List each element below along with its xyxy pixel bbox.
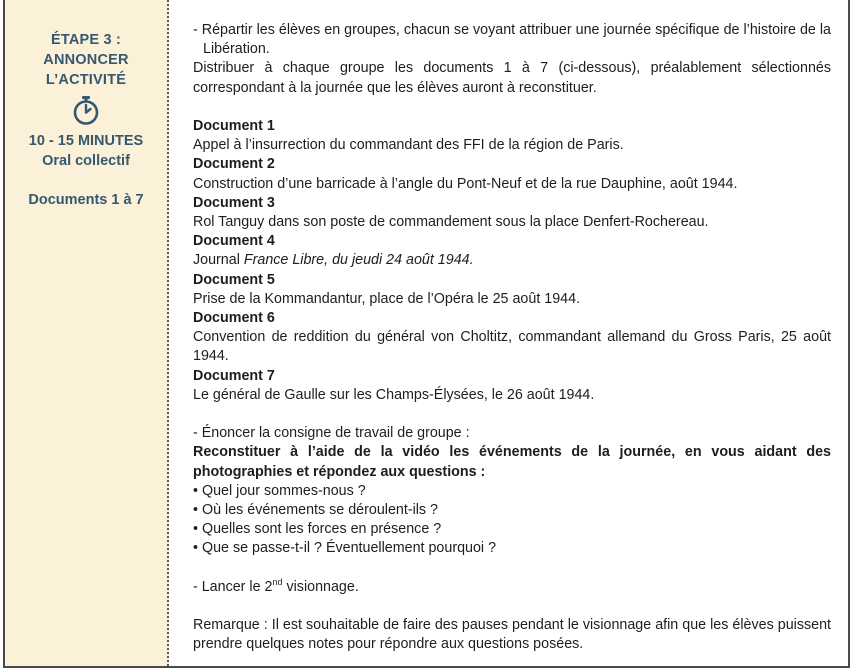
document-title: Document 3 [193,194,275,211]
document-title: Document 2 [193,156,275,173]
document-desc-prefix: Journal [193,252,244,269]
remark: Remarque : Il est souhaitable de faire des pauses pendant le visionnage afin que les élèves puissent prendre quelques notes pour répondre aux questions posées. [193,617,831,653]
document-desc: Le général de Gaulle sur les Champs-Élysées, le 26 août 1944. [193,386,595,403]
documents-list [193,117,831,405]
document-title: Document 7 [193,367,275,384]
duration-block [5,131,167,171]
document-desc: Construction d’une barricade à l’angle du Pont-Neuf et de la rue Dauphine, août 1944. [193,175,738,192]
question-item: • Quelles sont les forces en présence ? [193,520,831,539]
step-name-line1: ANNONCER [43,52,129,68]
launch-ordinal: nd [272,577,283,588]
document-desc: Convention de reddition du général von Choltitz, commandant allemand du Gross Paris, 25 août 1944. [193,329,831,365]
document-desc: Rol Tanguy dans son poste de commandement sous la place Denfert-Rochereau. [193,214,709,231]
instruction-text: Reconstituer à l’aide de la vidéo les événements de la journée, en vous aidant des photographies et répondez aux questions : [193,444,831,480]
document-title: Document 5 [193,271,275,288]
intro-line: - Répartir les élèves en groupes, chacun se voyant attribuer une journée spécifique de l’histoire de la Libération. [193,22,831,58]
question-item: • Où les événements se déroulent-ils ? [193,501,831,520]
document-desc: Prise de la Kommandantur, place de l’Opéra le 25 août 1944. [193,290,581,307]
question-item: • Quel jour sommes-nous ? [193,482,831,501]
instruction-intro: - Énoncer la consigne de travail de groupe : [193,425,470,442]
launch-prefix: - Lancer le 2 [193,578,273,595]
document-desc [193,251,831,270]
launch-line [193,578,831,597]
duration-label: 10 - 15 MINUTES [28,133,144,149]
activity-content [193,21,831,655]
document-title: Document 6 [193,310,275,327]
step-name-line2: L’ACTIVITÉ [45,72,127,88]
activity-card [3,0,850,668]
distribute-line: Distribuer à chaque groupe les documents 1 à 7 (ci-dessous), préalablement sélectionnés correspondant à la journée que les élèves auront à reconstituer. [193,60,831,96]
document-title: Document 1 [193,118,275,134]
step-number: ÉTAPE 3 : [50,32,122,48]
step-title [5,30,167,90]
document-desc: Appel à l’insurrection du commandant des FFI de la région de Paris. [193,137,624,154]
mode-label: Oral collectif [42,153,130,169]
document-title: Document 4 [193,233,275,250]
question-item: • Que se passe-t-il ? Éventuellement pourquoi ? [193,539,831,558]
documents-label: Documents 1 à 7 [28,192,144,208]
launch-suffix: visionnage. [282,578,359,595]
step-sidebar [5,0,169,666]
stopwatch-icon [72,95,100,125]
newspaper-title: France Libre, du jeudi 24 août 1944. [243,252,474,269]
